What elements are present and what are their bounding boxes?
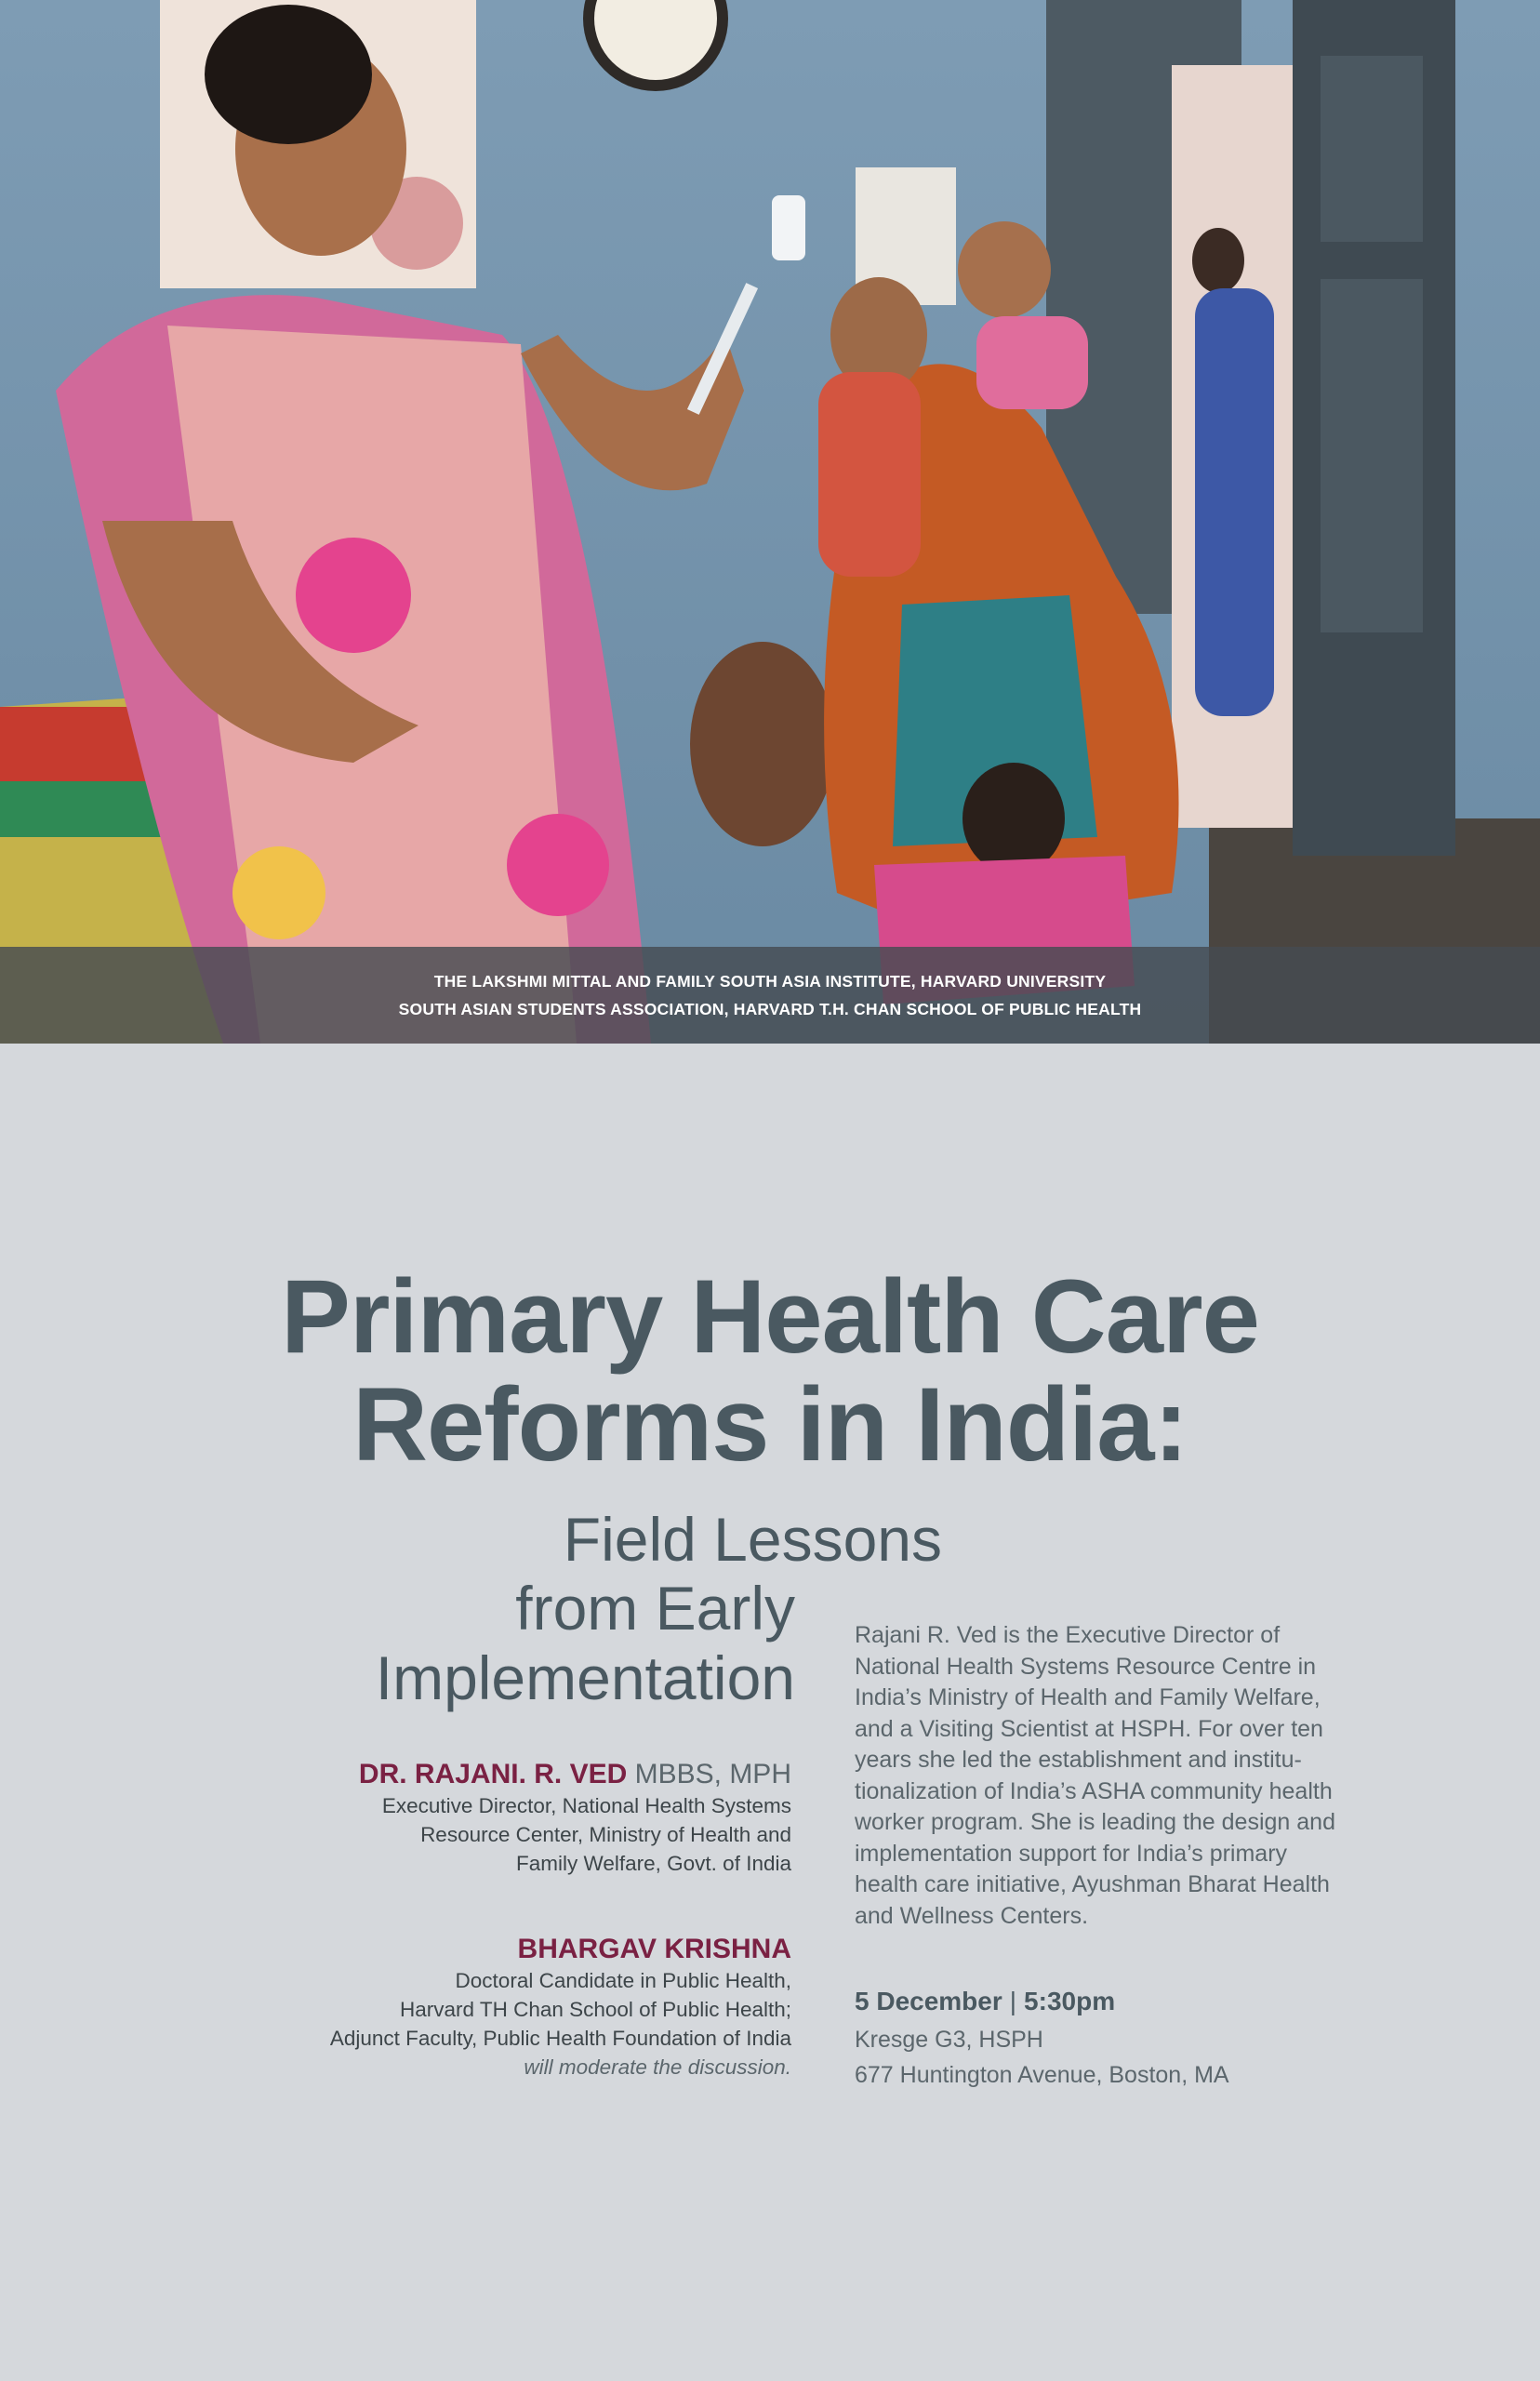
organizer-line-2: SOUTH ASIAN STUDENTS ASSOCIATION, HARVARD T.H. CHAN SCHOOL OF PUBLIC HEALTH xyxy=(398,1000,1142,1018)
speaker-name-line xyxy=(186,1758,791,1791)
event-date: 5 December xyxy=(855,1987,1002,2015)
event-room: Kresge G3, HSPH xyxy=(855,2027,1043,2053)
event-datetime xyxy=(855,1981,1413,2022)
speaker-bio: Rajani R. Ved is the Executive Director of National Health Systems Resource Centre in India’s Ministry of Health and Family Welfare, and a Visiting Scientist at HSPH. For over ten years she led the establishment and institutionalization of India’s ASHA community health worker program. She is leading the design and implementation support for India’s primary health care initiative, Ayushman Bharat Health and Wellness Centers. xyxy=(855,1622,1335,1929)
event-address: 677 Huntington Avenue, Boston, MA xyxy=(855,2062,1229,2088)
moderator-note: will moderate the discussion. xyxy=(524,2055,791,2079)
speaker-title-line: Resource Center, Ministry of Health and xyxy=(420,1823,791,1846)
speaker-title-line: Executive Director, National Health Systems xyxy=(381,1794,791,1817)
page-title xyxy=(0,1258,1540,1483)
speaker-name: DR. RAJANI. R. VED xyxy=(358,1759,628,1789)
organizer-line-1: THE LAKSHMI MITTAL AND FAMILY SOUTH ASIA INSTITUTE, HARVARD UNIVERSITY xyxy=(433,972,1107,991)
speaker-credentials: MBBS, MPH xyxy=(627,1759,791,1789)
moderator-title-line: Adjunct Faculty, Public Health Foundation of India xyxy=(329,2027,791,2050)
title-line-1: Primary Health Care xyxy=(281,1258,1259,1375)
subtitle-line-2: from Early xyxy=(515,1574,795,1643)
moderator-name: BHARGAV KRISHNA xyxy=(517,1934,791,1964)
subtitle-line-3: Implementation xyxy=(375,1643,795,1712)
moderator-title-line: Harvard TH Chan School of Public Health; xyxy=(399,1998,791,2021)
subtitle-line-1: Field Lessons xyxy=(563,1505,942,1574)
organizers-banner xyxy=(0,947,1540,1044)
event-details xyxy=(855,1981,1413,2093)
datetime-separator: | xyxy=(1009,1987,1017,2015)
speaker-title-line: Family Welfare, Govt. of India xyxy=(516,1852,791,1875)
event-time: 5:30pm xyxy=(1024,1987,1116,2015)
header-photo xyxy=(0,0,1540,1044)
title-line-2: Reforms in India: xyxy=(352,1366,1188,1483)
speaker-card xyxy=(186,1758,791,1878)
moderator-title-line: Doctoral Candidate in Public Health, xyxy=(455,1969,791,1992)
vaccination-photo xyxy=(0,0,1540,1044)
moderator-card xyxy=(186,1933,791,2082)
